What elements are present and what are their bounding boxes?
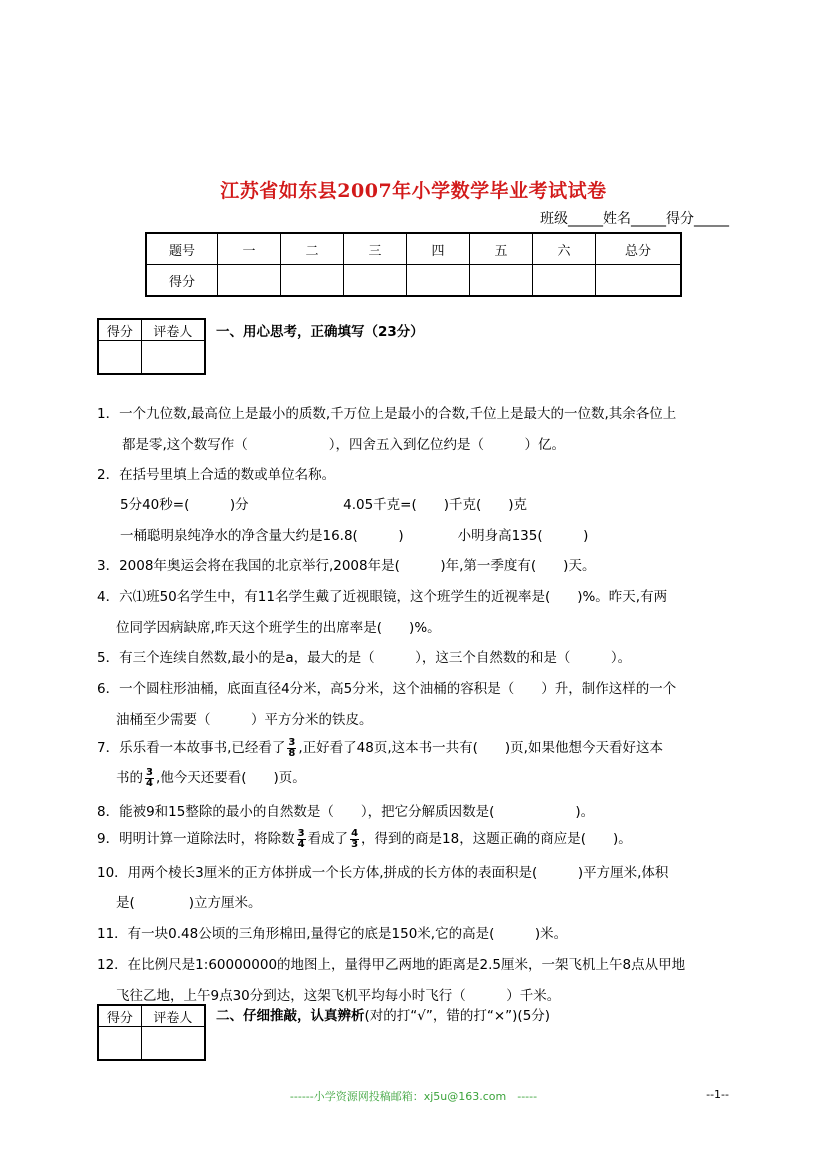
fraction-denominator: 3 [351, 838, 359, 850]
question-line: 12．在比例尺是1:60000000的地图上，量得甲乙两地的距离是2.5厘米，一架飞机上午8点从甲地 [97, 957, 686, 973]
q7-text: ,他今天还要看( )页。 [155, 770, 306, 786]
score-input-cell[interactable] [344, 265, 407, 297]
question-line: 11．有一块0.48公顷的三角形棉田,量得它的底是150米,它的高是( )米。 [97, 926, 568, 942]
section2-note: (对的打“√”，错的打“×”)(5分) [364, 1008, 551, 1024]
fraction [350, 829, 359, 850]
question-line: 1．一个九位数,最高位上是最小的质数,千万位上是最小的合数,千位上是最大的一位数,其余各位上 [97, 406, 677, 422]
grader-name-label: 评卷人 [141, 1005, 205, 1027]
footer-contact: ------小学资源网投稿邮箱：xj5u@163.com ----- [289, 1090, 538, 1103]
score-input-cell[interactable] [533, 265, 596, 297]
section1-points: （23分） [364, 324, 424, 340]
question-7-line2 [116, 766, 306, 789]
score-table-cell: 六 [533, 233, 596, 265]
q7-text: 7．乐乐看一本故事书,已经看了 [97, 740, 286, 756]
fraction-denominator: 4 [297, 838, 305, 850]
q9-text: ，得到的商是18，这题正确的商应是( )。 [361, 831, 632, 847]
question-line: 3．2008年奥运会将在我国的北京举行,2008年是( )年,第一季度有( )天。 [97, 558, 596, 574]
section2-heading [216, 1004, 550, 1024]
question-line: 一桶聪明泉纯净水的净含量大约是16.8( ) 小明身高135( ) [120, 528, 589, 544]
q7-text: ,正好看了48页,这本书一共有( )页,如果他想今天看好这本 [298, 740, 663, 756]
grader-box-section2 [97, 1004, 206, 1061]
grader-name-cell[interactable] [141, 341, 205, 375]
score-table-cell: 四 [407, 233, 470, 265]
section1-heading [216, 320, 424, 340]
question-line: 是( )立方厘米。 [116, 895, 262, 911]
grader-score-cell[interactable] [98, 1027, 141, 1061]
score-input-cell[interactable] [218, 265, 281, 297]
fraction-denominator: 4 [146, 777, 153, 789]
fraction [145, 768, 154, 789]
class-name-score-line: 班级_____姓名_____得分_____ [540, 211, 729, 227]
score-table-cell: 得分 [146, 265, 218, 297]
question-line: 都是零,这个数写作（ ），四舍五入到亿位约是（ ）亿。 [122, 437, 566, 453]
score-input-cell[interactable] [596, 265, 682, 297]
score-table-cell: 一 [218, 233, 281, 265]
fraction-numerator: 3 [146, 766, 153, 778]
fraction-numerator: 4 [351, 827, 359, 839]
score-table-cell: 五 [470, 233, 533, 265]
fraction-denominator: 8 [288, 747, 296, 759]
question-line: 飞往乙地，上午9点30分到达，这架飞机平均每小时飞行（ ）千米。 [116, 988, 561, 1004]
score-input-cell[interactable] [470, 265, 533, 297]
grader-name-label: 评卷人 [141, 319, 205, 341]
question-7-line1 [97, 736, 663, 759]
grader-score-cell[interactable] [98, 341, 141, 375]
score-table [145, 232, 682, 297]
exam-title: 江苏省如东县2007年小学数学毕业考试试卷 [220, 180, 607, 202]
section2-title: 二、仔细推敲，认真辨析 [216, 1008, 365, 1024]
q9-text: 看成了 [307, 831, 349, 847]
question-line: 10．用两个棱长3厘米的正方体拼成一个长方体,拼成的长方体的表面积是( )平方厘米,体积 [97, 865, 669, 881]
question-9-line [97, 827, 632, 850]
score-table-cell: 三 [344, 233, 407, 265]
q9-text: 9．明明计算一道除法时，将除数 [97, 831, 295, 847]
fraction-numerator: 3 [297, 827, 305, 839]
score-input-cell[interactable] [407, 265, 470, 297]
grader-box-section1 [97, 318, 206, 375]
score-table-header-row [146, 233, 681, 265]
grader-score-label: 得分 [98, 319, 141, 341]
q7-text: 书的 [116, 770, 143, 786]
score-table-cell: 二 [281, 233, 344, 265]
section1-title: 一、用心思考，正确填写 [216, 324, 365, 340]
question-line: 5分40秒=( )分 4.05千克=( )千克( )克 [120, 497, 528, 513]
question-line: 6．一个圆柱形油桶，底面直径4分米，高5分米，这个油桶的容积是（ ）升，制作这样的一个 [97, 681, 677, 697]
score-table-cell: 题号 [146, 233, 218, 265]
score-input-cell[interactable] [281, 265, 344, 297]
question-line: 5．有三个连续自然数,最小的是a，最大的是（ ），这三个自然数的和是（ ）。 [97, 650, 632, 666]
grader-score-label: 得分 [98, 1005, 141, 1027]
page-number: --1-- [706, 1088, 729, 1101]
question-line: 位同学因病缺席,昨天这个班学生的出席率是( )%。 [116, 620, 441, 636]
score-table-score-row [146, 265, 681, 297]
score-table-cell: 总分 [596, 233, 682, 265]
question-line: 油桶至少需要（ ）平方分米的铁皮。 [116, 712, 373, 728]
question-line: 8．能被9和15整除的最小的自然数是（ ），把它分解质因数是( )。 [97, 804, 595, 820]
fraction-numerator: 3 [288, 736, 296, 748]
question-line: 4．六⑴班50名学生中，有11名学生戴了近视眼镜，这个班学生的近视率是( )%。昨天,有两 [97, 589, 668, 605]
grader-name-cell[interactable] [141, 1027, 205, 1061]
question-line: 2．在括号里填上合适的数或单位名称。 [97, 467, 336, 483]
fraction [287, 738, 296, 759]
fraction [297, 829, 306, 850]
